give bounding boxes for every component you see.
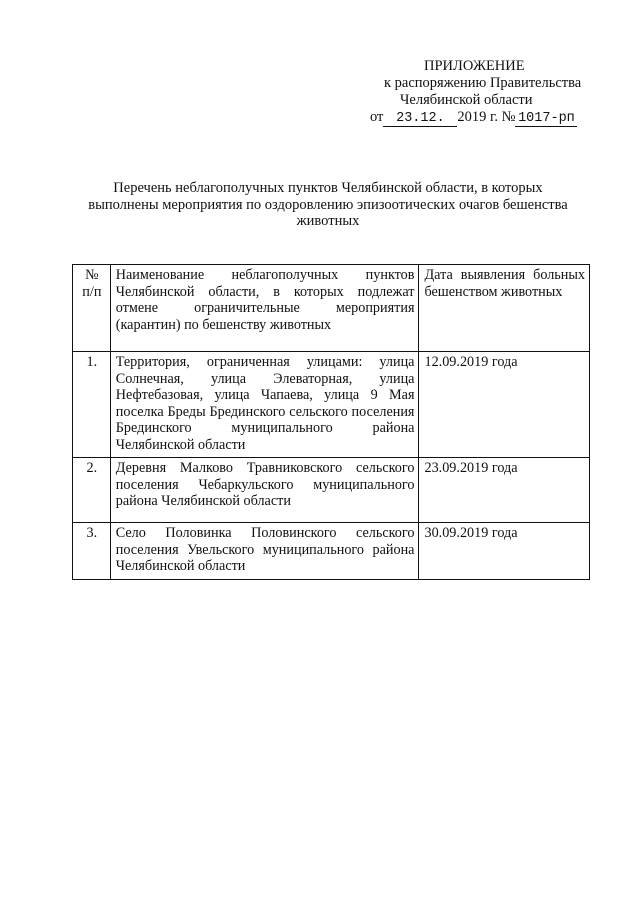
date-value: 23.12. — [383, 111, 457, 127]
appendix-line-2: Челябинской области — [400, 92, 533, 108]
table-row — [73, 523, 590, 580]
row-name: Деревня Малково Травниковского сельского поселения Чебаркульского муниципального района Челябинской области — [110, 458, 419, 523]
row-date: 12.09.2019 года — [419, 352, 590, 458]
appendix-date-line — [360, 109, 600, 127]
row-date: 23.09.2019 года — [419, 458, 590, 523]
row-num: 3. — [73, 523, 111, 580]
row-num: 2. — [73, 458, 111, 523]
localities-table — [72, 264, 590, 580]
table-row — [73, 352, 590, 458]
table-header-row — [73, 265, 590, 352]
appendix-line-1: к распоряжению Правительства — [384, 75, 582, 91]
appendix-title: ПРИЛОЖЕНИЕ — [424, 58, 525, 74]
document-title: Перечень неблагополучных пунктов Челябинской области, в которых выполнены мероприятия по оздоровлению эпизоотических очагов бешенства животных — [88, 180, 568, 229]
row-date: 30.09.2019 года — [419, 523, 590, 580]
row-name: Село Половинка Половинского сельского поселения Увельского муниципального района Челябинской области — [110, 523, 419, 580]
appendix-header — [360, 58, 600, 127]
header-date: Дата выявления больных бешенством животных — [419, 265, 590, 352]
table-row — [73, 458, 590, 523]
header-name: Наименование неблагополучных пунктов Челябинской области, в которых подлежат отмене ограничительные мероприятия (карантин) по бешенству животных — [110, 265, 419, 352]
date-prefix: от — [370, 109, 384, 125]
header-num: № п/п — [73, 265, 111, 352]
year-text: 2019 г. № — [457, 109, 516, 125]
row-name: Территория, ограниченная улицами: улица Солнечная, улица Элеваторная, улица Нефтебазовая, улица Чапаева, улица 9 Мая поселка Бреды Брединского сельского поселения Брединского муниципального района Челябинской области — [110, 352, 419, 458]
order-number: 1017-рп — [515, 111, 577, 127]
row-num: 1. — [73, 352, 111, 458]
